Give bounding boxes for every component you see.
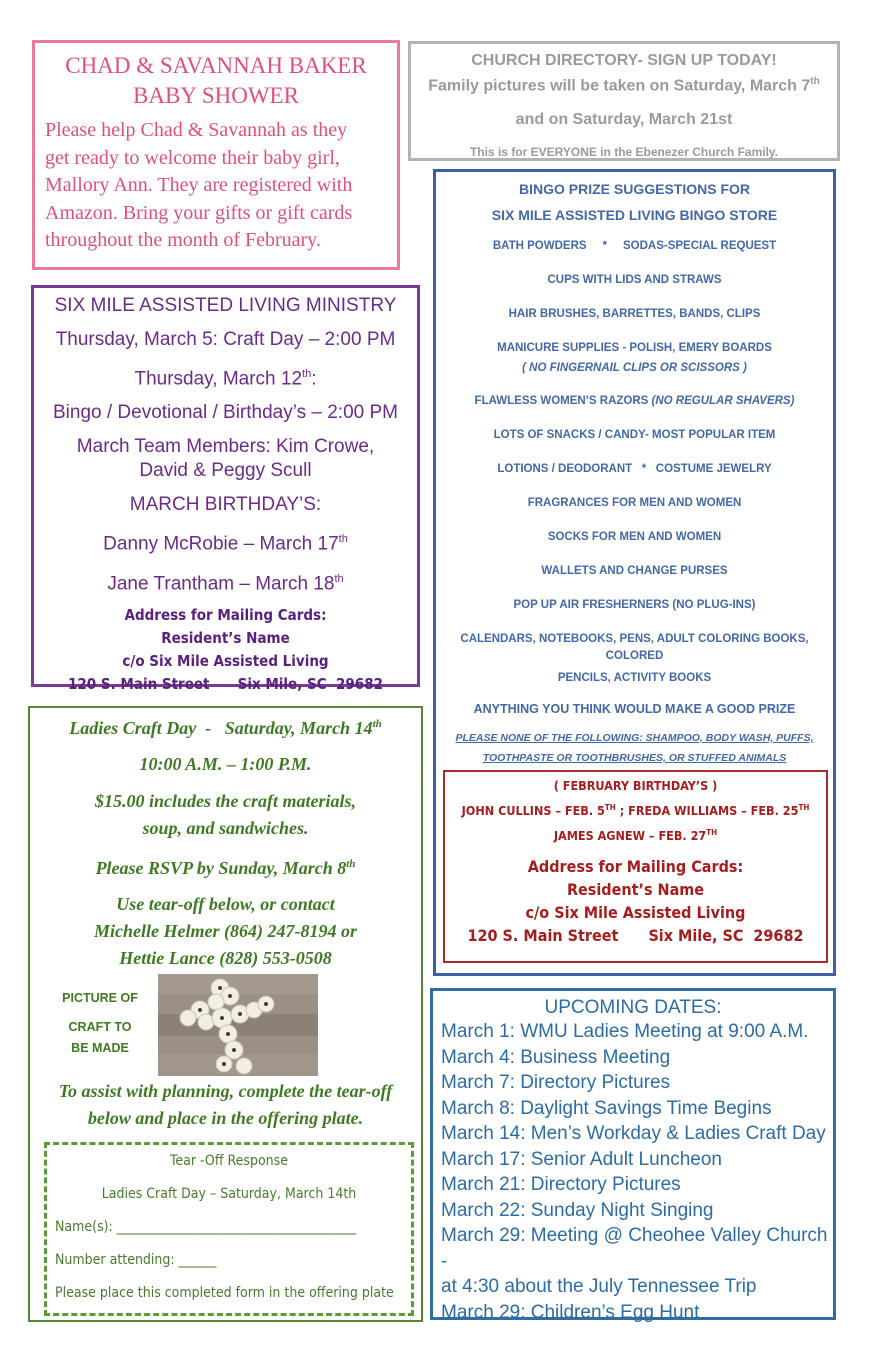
- ministry-title: SIX MILE ASSISTED LIVING MINISTRY: [54, 295, 397, 316]
- ministry-addr-3: c/o Six Mile Assisted Living: [122, 651, 329, 670]
- directory-line-2: Family pictures will be taken on Saturday, March 7th: [428, 76, 820, 95]
- craft-line-5c: Hettie Lance (828) 553-0508: [119, 948, 332, 968]
- craft-line-6b: below and place in the offering plate.: [87, 1108, 364, 1128]
- upcoming-dates-box: [430, 988, 836, 1323]
- shower-line: get ready to welcome their baby girl,: [45, 146, 340, 169]
- tearoff-subtitle: Ladies Craft Day – Saturday, March 14th: [101, 1186, 357, 1202]
- bingo-item: FRAGRANCES FOR MEN AND WOMEN: [527, 497, 742, 509]
- ministry-line-4a: March Team Members: Kim Crowe,: [76, 436, 375, 458]
- shower-title-1: CHAD & SAVANNAH BAKER: [65, 53, 367, 78]
- feb-line-1: JOHN CULLINS – FEB. 5TH ; FREDA WILLIAMS – FEB. 25TH: [461, 803, 810, 819]
- shower-body: [45, 117, 387, 255]
- upcoming-item: at 4:30 about the July Tennessee Trip: [441, 1276, 757, 1297]
- church-directory-box: [408, 41, 840, 161]
- ministry-addr-1: Address for Mailing Cards:: [124, 605, 327, 624]
- shower-title-2: BABY SHOWER: [133, 83, 299, 108]
- craft-line-4: Please RSVP by Sunday, March 8th: [95, 858, 356, 878]
- feb-addr-4: 120 S. Main Street Six Mile, SC 29682: [467, 926, 804, 946]
- upcoming-item: March 14: Men’s Workday & Ladies Craft Day: [441, 1123, 826, 1144]
- picture-label-3: BE MADE: [71, 1041, 129, 1055]
- bingo-note-2: TOOTHPASTE OR TOOTHBRUSHES, OR STUFFED ANIMALS: [482, 752, 787, 764]
- feb-title: ( FEBRUARY BIRTHDAY’S ): [553, 778, 718, 793]
- tearoff-instruction: Please place this completed form in the offering plate: [55, 1285, 394, 1301]
- baby-shower-box: [32, 40, 400, 270]
- craft-cross-image: [158, 974, 318, 1076]
- upcoming-item: March 4: Business Meeting: [441, 1046, 671, 1068]
- bingo-item: MANICURE SUPPLIES - POLISH, EMERY BOARDS: [497, 342, 772, 354]
- craft-line-3b: soup, and sandwiches.: [142, 818, 309, 838]
- shower-line: Mallory Ann. They are registered with: [45, 174, 353, 196]
- upcoming-item: March 29: Meeting @ Cheohee Valley Church -: [441, 1225, 828, 1272]
- ministry-addr-4: 120 S. Main Street Six Mile, SC 29682: [68, 674, 383, 693]
- bingo-note-1: PLEASE NONE OF THE FOLLOWING: SHAMPOO, BODY WASH, PUFFS,: [455, 732, 814, 744]
- directory-heading: CHURCH DIRECTORY- SIGN UP TODAY!: [471, 52, 777, 69]
- names-field[interactable]: Name(s): ______________________________________: [55, 1219, 357, 1235]
- ministry-line-6: Danny McRobie – March 17th: [103, 533, 348, 555]
- ministry-line-7: Jane Trantham – March 18th: [107, 572, 344, 594]
- bingo-item: HAIR BRUSHES, BARRETTES, BANDS, CLIPS: [508, 308, 761, 320]
- directory-line-4: This is for EVERYONE in the Ebenezer Church Family.: [469, 145, 779, 160]
- bingo-item: BATH POWDERS * SODAS-SPECIAL REQUEST: [492, 240, 777, 252]
- shower-line: Please help Chad & Savannah as they: [45, 119, 348, 141]
- upcoming-item: March 17: Senior Adult Luncheon: [441, 1148, 722, 1170]
- craft-line-5b: Michelle Helmer (864) 247-8194 or: [94, 921, 357, 941]
- bingo-item: FLAWLESS WOMEN’S RAZORS (NO REGULAR SHAVERS): [474, 395, 795, 407]
- picture-label-2: CRAFT TO: [68, 1020, 132, 1034]
- bingo-item-note: ( NO FINGERNAIL CLIPS OR SCISSORS ): [522, 362, 747, 374]
- craft-line-2: 10:00 A.M. – 1:00 P.M.: [139, 754, 312, 774]
- bingo-item: CUPS WITH LIDS AND STRAWS: [547, 274, 722, 286]
- ministry-addr-2: Resident’s Name: [161, 628, 290, 647]
- upcoming-item: March 21: Directory Pictures: [441, 1174, 681, 1195]
- ministry-line-1: Thursday, March 5: Craft Day – 2:00 PM: [55, 329, 396, 350]
- directory-line-3: and on Saturday, March 21st: [515, 111, 733, 129]
- bingo-item: LOTS OF SNACKS / CANDY- MOST POPULAR ITEM: [493, 429, 776, 441]
- feb-addr-2: Resident’s Name: [566, 880, 705, 900]
- craft-line-1: Ladies Craft Day - Saturday, March 14th: [69, 718, 382, 738]
- bingo-title-2: SIX MILE ASSISTED LIVING BINGO STORE: [491, 207, 778, 223]
- craft-line-6a: To assist with planning, complete the tear-off: [58, 1081, 393, 1101]
- upcoming-item: March 1: WMU Ladies Meeting at 9:00 A.M.: [441, 1021, 809, 1042]
- feb-line-2: JAMES AGNEW – FEB. 27TH: [553, 828, 718, 844]
- february-birthdays-box: [443, 770, 828, 963]
- bingo-item: POP UP AIR FRESHERNERS (NO PLUG-INS): [513, 599, 756, 611]
- ministry-line-4b: David & Peggy Scull: [139, 460, 312, 482]
- tearoff-title: Tear -Off Response: [170, 1153, 288, 1169]
- shower-line: Amazon. Bring your gifts or gift cards: [45, 201, 353, 224]
- bingo-item: ANYTHING YOU THINK WOULD MAKE A GOOD PRIZE: [473, 702, 796, 716]
- shower-line: throughout the month of February.: [45, 229, 321, 251]
- feb-addr-1: Address for Mailing Cards:: [527, 857, 744, 877]
- bingo-item: WALLETS AND CHANGE PURSES: [541, 565, 728, 577]
- craft-line-5a: Use tear-off below, or contact: [116, 894, 335, 914]
- tear-off-form: [44, 1142, 414, 1316]
- upcoming-item: March 7: Directory Pictures: [441, 1072, 671, 1093]
- picture-label-1: PICTURE OF: [62, 991, 138, 1005]
- bingo-item: PENCILS, ACTIVITY BOOKS: [557, 672, 712, 684]
- bingo-item: CALENDARS, NOTEBOOKS, PENS, ADULT COLORING BOOKS, COLORED: [460, 633, 809, 662]
- number-attending-field[interactable]: Number attending: ______: [55, 1252, 217, 1268]
- feb-addr-3: c/o Six Mile Assisted Living: [525, 903, 746, 923]
- bingo-item: SOCKS FOR MEN AND WOMEN: [547, 531, 722, 543]
- craft-day-box: [28, 706, 423, 1322]
- upcoming-item: March 8: Daylight Savings Time Begins: [441, 1097, 772, 1119]
- ministry-line-5: MARCH BIRTHDAY’S:: [129, 494, 322, 516]
- upcoming-title: UPCOMING DATES:: [544, 997, 722, 1018]
- ministry-line-3: Bingo / Devotional / Birthday’s – 2:00 PM: [52, 402, 398, 424]
- upcoming-item: March 22: Sunday Night Singing: [441, 1199, 714, 1221]
- bingo-item: LOTIONS / DEODORANT * COSTUME JEWELRY: [497, 463, 772, 475]
- craft-line-3a: $15.00 includes the craft materials,: [95, 791, 356, 811]
- upcoming-item: March 29: Children’s Egg Hunt: [441, 1301, 700, 1323]
- bingo-title-1: BINGO PRIZE SUGGESTIONS FOR: [518, 181, 751, 197]
- ministry-line-2: Thursday, March 12th:: [134, 368, 317, 390]
- ministry-box: [31, 285, 420, 693]
